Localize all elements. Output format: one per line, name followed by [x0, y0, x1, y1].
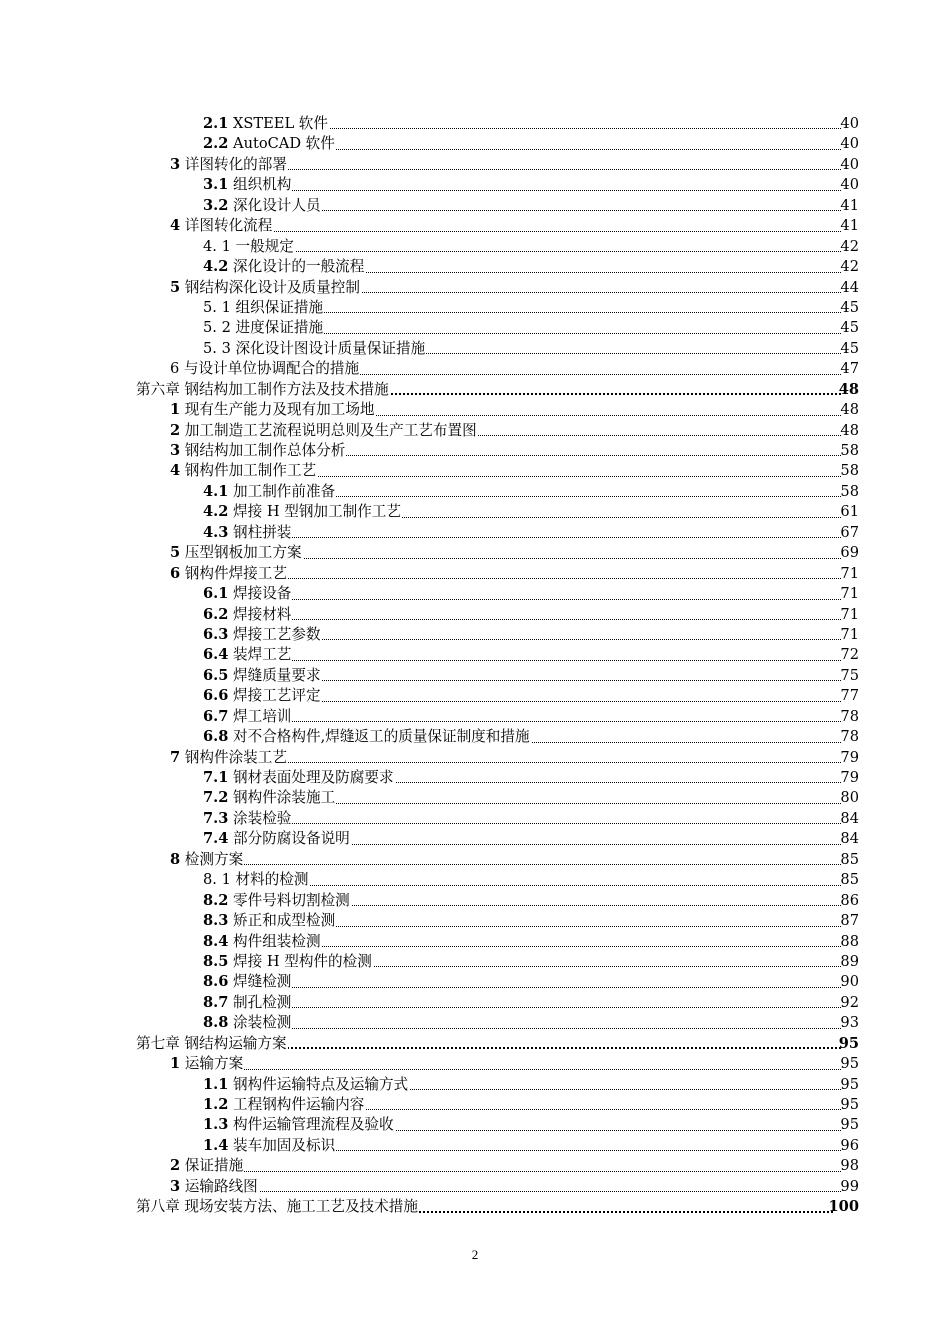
toc-entry-label [203, 952, 373, 972]
toc-entry-page: 48 [840, 401, 859, 419]
toc-entry-number: 6.8 [203, 728, 229, 746]
toc-entry-page: 95 [838, 1034, 859, 1052]
toc-entry[interactable] [0, 380, 950, 400]
toc-entry[interactable] [0, 809, 950, 829]
toc-entry-label [203, 870, 309, 890]
toc-entry[interactable] [0, 564, 950, 584]
toc-entry-page: 93 [840, 1014, 859, 1032]
toc-entry-number: 5. 1 [203, 298, 231, 316]
dot-leader [203, 987, 841, 988]
toc-entry-page: 40 [840, 135, 859, 153]
toc-entry-number: 5 [170, 544, 181, 562]
toc-entry[interactable] [0, 768, 950, 788]
toc-entry-page: 45 [840, 339, 859, 357]
toc-entry-number: 2 [170, 421, 181, 439]
dot-leader [203, 721, 841, 722]
toc-entry[interactable] [0, 707, 950, 727]
toc-entry-label [203, 645, 292, 665]
toc-entry-title: 加工制作前准备 [228, 482, 336, 500]
toc-entry[interactable] [0, 686, 950, 706]
toc-entry[interactable] [0, 278, 950, 298]
toc-entry-title: 装焊工艺 [228, 646, 292, 664]
toc-entry[interactable] [0, 482, 950, 502]
toc-entry-label [170, 441, 346, 461]
toc-entry-page: 89 [840, 952, 859, 970]
toc-entry-label [170, 748, 288, 768]
toc-entry-title: 钢结构加工制作总体分析 [180, 442, 346, 459]
dot-leader [203, 599, 841, 600]
dot-leader [203, 823, 841, 824]
toc-entry-number: 3 [170, 155, 181, 173]
toc-entry-title: 保证措施 [180, 1157, 244, 1175]
toc-entry-label [203, 788, 336, 808]
toc-entry[interactable] [0, 666, 950, 686]
dot-leader [170, 1171, 841, 1172]
toc-entry-number: 4. 1 [203, 237, 231, 255]
toc-entry-number: 2.2 [203, 135, 229, 153]
toc-entry-title: 焊接材料 [228, 605, 292, 623]
toc-entry-page: 75 [840, 666, 859, 684]
toc-entry-title: 钢材表面处理及防腐要求 [228, 769, 394, 786]
toc-entry-title: 涂装检测 [228, 1014, 292, 1032]
toc-entry-page: 79 [840, 748, 859, 766]
toc-entry[interactable] [0, 727, 950, 747]
toc-entry-number: 8.5 [203, 952, 229, 970]
toc-entry-title: 焊接工艺评定 [228, 687, 321, 705]
toc-entry-number: 8. 1 [203, 871, 231, 889]
toc-entry[interactable] [0, 216, 950, 236]
toc-entry-page: 71 [840, 625, 859, 643]
toc-entry-label [203, 482, 336, 502]
toc-entry[interactable] [0, 1197, 950, 1217]
toc-entry[interactable] [0, 1075, 950, 1095]
toc-entry-label [203, 298, 324, 318]
toc-entry-page: 71 [840, 564, 859, 582]
toc-entry[interactable] [0, 257, 950, 277]
toc-entry[interactable] [0, 645, 950, 665]
toc-entry-title: 钢柱拼装 [228, 523, 292, 541]
toc-entry-label [203, 318, 324, 338]
toc-entry-number: 4.2 [203, 258, 229, 276]
toc-entry-page: 80 [840, 789, 859, 807]
toc-entry-number: 1.3 [203, 1116, 229, 1134]
dot-leader [203, 190, 841, 191]
toc-entry-number: 4.3 [203, 523, 229, 541]
toc-entry-page: 96 [840, 1136, 859, 1154]
toc-entry-number: 7 [170, 748, 181, 766]
toc-entry-title: 钢结构深化设计及质量控制 [180, 278, 360, 296]
toc-entry-title: AutoCAD 软件 [228, 135, 335, 153]
toc-entry-label [203, 972, 292, 992]
toc-entry-page: 77 [840, 687, 859, 705]
toc-entry-title: 运输方案 [180, 1055, 244, 1073]
toc-entry-label [203, 114, 329, 134]
toc-entry-number: 5. 2 [203, 319, 231, 337]
toc-entry-page: 71 [840, 585, 859, 603]
toc-entry-number: 6.2 [203, 605, 229, 623]
toc-entry-number: 8.7 [203, 993, 229, 1011]
toc-entry-title: 组织机构 [228, 176, 292, 194]
toc-entry[interactable] [0, 748, 950, 768]
toc-entry-page: 95 [840, 1055, 859, 1073]
toc-entry[interactable] [0, 870, 950, 890]
toc-entry[interactable] [0, 1177, 950, 1197]
toc-entry[interactable] [0, 952, 950, 972]
toc-entry-page: 40 [840, 176, 859, 194]
toc-entry-number: 1 [170, 401, 181, 419]
toc-entry-number: 4.2 [203, 503, 229, 521]
toc-entry-label [170, 543, 303, 563]
toc-entry-label [170, 1054, 244, 1074]
toc-entry-page: 87 [840, 912, 859, 930]
dot-leader [170, 1191, 841, 1192]
toc-entry-number: 8.8 [203, 1014, 229, 1032]
toc-entry-label [203, 1115, 395, 1135]
toc-entry-page: 42 [840, 258, 859, 276]
toc-entry[interactable] [0, 972, 950, 992]
toc-entry[interactable] [0, 298, 950, 318]
toc-entry-title: 钢构件焊接工艺 [180, 564, 287, 582]
toc-entry-title: 深化设计人员 [228, 196, 321, 214]
toc-entry-label [203, 257, 365, 277]
toc-entry-title: 深化设计图设计质量保证措施 [230, 339, 426, 357]
toc-entry-title: 与设计单位协调配合的措施 [179, 360, 360, 378]
toc-entry-number: 6.4 [203, 646, 229, 664]
toc-entry[interactable] [0, 1156, 950, 1176]
toc-entry-title: 加工制造工艺流程说明总则及生产工艺布置图 [180, 421, 477, 439]
toc-entry-title: 构件组装检测 [228, 932, 321, 950]
toc-entry-page: 85 [840, 871, 859, 889]
toc-entry[interactable] [0, 625, 950, 645]
toc-entry-title: 钢构件涂装工艺 [180, 748, 287, 766]
dot-leader [203, 619, 841, 620]
toc-entry-title: 工程钢构件运输内容 [228, 1096, 365, 1113]
toc-entry-number: 1.1 [203, 1075, 229, 1093]
toc-entry[interactable] [0, 891, 950, 911]
toc-entry-page: 58 [840, 482, 859, 500]
toc-entry-page: 47 [840, 360, 859, 378]
toc-entry[interactable] [0, 175, 950, 195]
toc-entry-label [170, 155, 288, 175]
dot-leader [170, 1069, 841, 1070]
toc-entry[interactable] [0, 850, 950, 870]
toc-entry-page: 42 [840, 237, 859, 255]
page-number: 2 [471, 1247, 479, 1262]
toc-entry-label [203, 768, 395, 788]
toc-entry-page: 58 [840, 462, 859, 480]
toc-entry-page: 71 [840, 605, 859, 623]
toc-entry-title: 焊工培训 [228, 707, 292, 725]
toc-entry-page: 92 [840, 993, 859, 1011]
toc-entry-label [203, 686, 322, 706]
toc-entry-label [170, 278, 361, 298]
table-of-contents [0, 114, 950, 1218]
toc-entry-number: 8.2 [203, 891, 229, 909]
toc-entry-page: 61 [840, 503, 859, 521]
toc-entry-title: 第六章 钢结构加工制作方法及技术措施 [136, 380, 389, 398]
toc-entry-label [136, 1034, 288, 1054]
toc-entry-label [170, 359, 360, 379]
dot-leader [203, 1028, 841, 1029]
toc-entry-number: 6.7 [203, 707, 229, 725]
toc-entry-number: 8.3 [203, 912, 229, 930]
toc-entry-label [203, 932, 322, 952]
toc-entry[interactable] [0, 421, 950, 441]
toc-entry-label [136, 1197, 419, 1217]
toc-entry-label [203, 605, 292, 625]
toc-entry[interactable] [0, 134, 950, 154]
toc-entry-title: 详图转化的部署 [180, 155, 287, 173]
toc-entry[interactable] [0, 1034, 950, 1054]
toc-entry-title: 矫正和成型检测 [228, 912, 336, 930]
toc-entry-page: 41 [840, 217, 859, 235]
toc-entry-label [203, 339, 426, 359]
toc-entry[interactable] [0, 237, 950, 257]
toc-entry-label [170, 1177, 259, 1197]
toc-entry-title: 构件运输管理流程及验收 [228, 1116, 394, 1134]
toc-entry[interactable] [0, 993, 950, 1013]
toc-entry-title: 详图转化流程 [180, 217, 273, 235]
toc-entry[interactable] [0, 1095, 950, 1115]
toc-entry-page: 84 [840, 830, 859, 848]
toc-entry-label [203, 134, 336, 154]
toc-entry[interactable] [0, 829, 950, 849]
toc-entry[interactable] [0, 1136, 950, 1156]
toc-entry-number: 4 [170, 462, 181, 480]
toc-entry[interactable] [0, 339, 950, 359]
toc-entry-title: 钢构件加工制作工艺 [180, 462, 317, 480]
toc-entry-page: 79 [840, 769, 859, 786]
toc-entry-title: 部分防腐设备说明 [228, 830, 350, 848]
toc-entry-title: 第八章 现场安装方法、施工工艺及技术措施 [136, 1198, 418, 1216]
toc-entry-label [203, 584, 292, 604]
dot-leader [203, 251, 841, 252]
toc-entry-label [203, 809, 292, 829]
toc-entry-title: 焊接工艺参数 [228, 625, 321, 643]
toc-entry-page: 85 [840, 850, 859, 868]
toc-entry-title: 制孔检测 [228, 993, 292, 1011]
toc-entry-label [170, 1156, 244, 1176]
toc-entry-title: 组织保证措施 [230, 298, 324, 316]
toc-entry-number: 6 [170, 564, 181, 582]
toc-entry-number: 6.6 [203, 687, 229, 705]
toc-entry-number: 7.3 [203, 809, 229, 827]
toc-entry[interactable] [0, 788, 950, 808]
toc-entry-title: 一般规定 [230, 237, 294, 255]
toc-entry-title: 进度保证措施 [230, 319, 324, 337]
toc-entry-label [170, 461, 317, 481]
toc-entry-label [203, 666, 322, 686]
toc-entry-number: 7.1 [203, 769, 229, 786]
toc-entry-label [203, 1095, 365, 1115]
toc-entry-page: 44 [840, 278, 859, 296]
toc-entry-page: 72 [840, 646, 859, 664]
toc-entry-label [203, 502, 402, 522]
toc-entry-page: 40 [840, 155, 859, 173]
toc-entry[interactable] [0, 441, 950, 461]
toc-entry[interactable] [0, 932, 950, 952]
toc-entry-page: 78 [840, 728, 859, 746]
toc-entry-number: 3 [170, 442, 181, 459]
toc-entry-page: 98 [840, 1157, 859, 1175]
toc-entry-title: 焊接 H 型构件的检测 [228, 952, 372, 970]
toc-entry-title: 压型钢板加工方案 [180, 544, 302, 562]
toc-entry[interactable] [0, 461, 950, 481]
toc-entry-label [136, 380, 390, 400]
toc-entry-label [170, 216, 273, 236]
toc-entry-page: 95 [840, 1075, 859, 1093]
toc-entry-page: 45 [840, 319, 859, 337]
toc-entry-title: 运输路线图 [180, 1177, 258, 1195]
toc-entry[interactable] [0, 196, 950, 216]
toc-entry-label [203, 911, 336, 931]
toc-entry-label [203, 707, 292, 727]
toc-entry-page: 48 [840, 421, 859, 439]
toc-entry-number: 1.2 [203, 1096, 229, 1113]
toc-entry-page: 100 [828, 1198, 859, 1216]
toc-entry-number: 1 [170, 1055, 181, 1073]
toc-entry[interactable] [0, 584, 950, 604]
toc-entry-page: 90 [840, 973, 859, 991]
toc-entry-label [203, 175, 292, 195]
toc-entry-title: XSTEEL 软件 [228, 115, 328, 132]
toc-entry-title: 焊接 H 型钢加工制作工艺 [228, 503, 401, 521]
dot-leader [203, 660, 841, 661]
toc-entry[interactable] [0, 1054, 950, 1074]
toc-entry-label [203, 1136, 336, 1156]
toc-entry-label [203, 829, 351, 849]
toc-entry-page: 48 [838, 380, 859, 398]
toc-entry-label [203, 196, 322, 216]
dot-leader [203, 1007, 841, 1008]
toc-entry-page: 69 [840, 544, 859, 562]
toc-entry-label [170, 400, 376, 420]
toc-entry-number: 7.2 [203, 789, 229, 807]
toc-entry-number: 4.1 [203, 482, 229, 500]
dot-leader [203, 537, 841, 538]
toc-entry-page: 99 [840, 1177, 859, 1195]
toc-entry-label [170, 564, 288, 584]
toc-entry-number: 6.5 [203, 666, 229, 684]
toc-entry-number: 4 [170, 217, 181, 235]
toc-entry-number: 2 [170, 1157, 181, 1175]
toc-entry-label [203, 727, 531, 747]
toc-entry-title: 材料的检测 [230, 871, 309, 889]
toc-entry-label [203, 237, 295, 257]
toc-entry-label [203, 993, 292, 1013]
dot-leader [170, 864, 841, 865]
toc-entry[interactable] [0, 400, 950, 420]
toc-entry-page: 84 [840, 809, 859, 827]
toc-entry[interactable] [0, 318, 950, 338]
toc-entry-number: 1.4 [203, 1136, 229, 1154]
toc-entry-number: 6.1 [203, 585, 229, 603]
toc-entry-label [203, 625, 322, 645]
toc-entry[interactable] [0, 543, 950, 563]
toc-entry-page: 58 [840, 442, 859, 459]
toc-entry-title: 深化设计的一般流程 [228, 258, 365, 276]
toc-entry[interactable] [0, 359, 950, 379]
toc-entry[interactable] [0, 605, 950, 625]
toc-entry-number: 6 [170, 360, 180, 378]
toc-entry-number: 3 [170, 1177, 181, 1195]
toc-entry[interactable] [0, 114, 950, 134]
toc-entry-number: 3.1 [203, 176, 229, 194]
toc-entry-title: 焊缝质量要求 [228, 666, 321, 684]
toc-entry-page: 95 [840, 1116, 859, 1134]
toc-entry-page: 95 [840, 1096, 859, 1113]
toc-entry-page: 45 [840, 298, 859, 316]
toc-entry[interactable] [0, 1013, 950, 1033]
toc-entry-label [170, 421, 478, 441]
toc-entry[interactable] [0, 502, 950, 522]
toc-entry-label [203, 1075, 409, 1095]
toc-entry-page: 78 [840, 707, 859, 725]
toc-entry-page: 67 [840, 523, 859, 541]
toc-entry[interactable] [0, 155, 950, 175]
toc-entry[interactable] [0, 1115, 950, 1135]
toc-entry-label [170, 850, 244, 870]
toc-entry-title: 装车加固及标识 [228, 1136, 336, 1154]
toc-entry-title: 第七章 钢结构运输方案 [136, 1034, 287, 1052]
toc-entry-number: 8.6 [203, 973, 229, 991]
toc-entry[interactable] [0, 523, 950, 543]
toc-entry-number: 3.2 [203, 196, 229, 214]
toc-entry-title: 钢构件运输特点及运输方式 [228, 1075, 409, 1093]
toc-entry-number: 7.4 [203, 830, 229, 848]
toc-entry-page: 40 [840, 115, 859, 132]
toc-entry-title: 对不合格构件,焊缝返工的质量保证制度和措施 [228, 728, 530, 746]
toc-entry-label [203, 523, 292, 543]
toc-entry-page: 86 [840, 891, 859, 909]
toc-entry-number: 2.1 [203, 115, 229, 132]
toc-entry-label [203, 891, 351, 911]
toc-entry-label [203, 1013, 292, 1033]
toc-entry-title: 现有生产能力及现有加工场地 [180, 401, 375, 419]
toc-entry-page: 41 [840, 196, 859, 214]
toc-entry-title: 钢构件涂装施工 [228, 789, 336, 807]
toc-entry-title: 焊缝检测 [228, 973, 292, 991]
toc-entry-title: 焊接设备 [228, 585, 292, 603]
toc-entry-title: 零件号料切割检测 [228, 891, 350, 909]
toc-entry-number: 5. 3 [203, 339, 231, 357]
toc-entry-number: 8.4 [203, 932, 229, 950]
toc-entry-title: 检测方案 [180, 850, 244, 868]
toc-entry-number: 5 [170, 278, 181, 296]
toc-entry[interactable] [0, 911, 950, 931]
toc-entry-number: 8 [170, 850, 181, 868]
toc-entry-title: 涂装检验 [228, 809, 292, 827]
toc-entry-number: 6.3 [203, 625, 229, 643]
toc-entry-page: 88 [840, 932, 859, 950]
